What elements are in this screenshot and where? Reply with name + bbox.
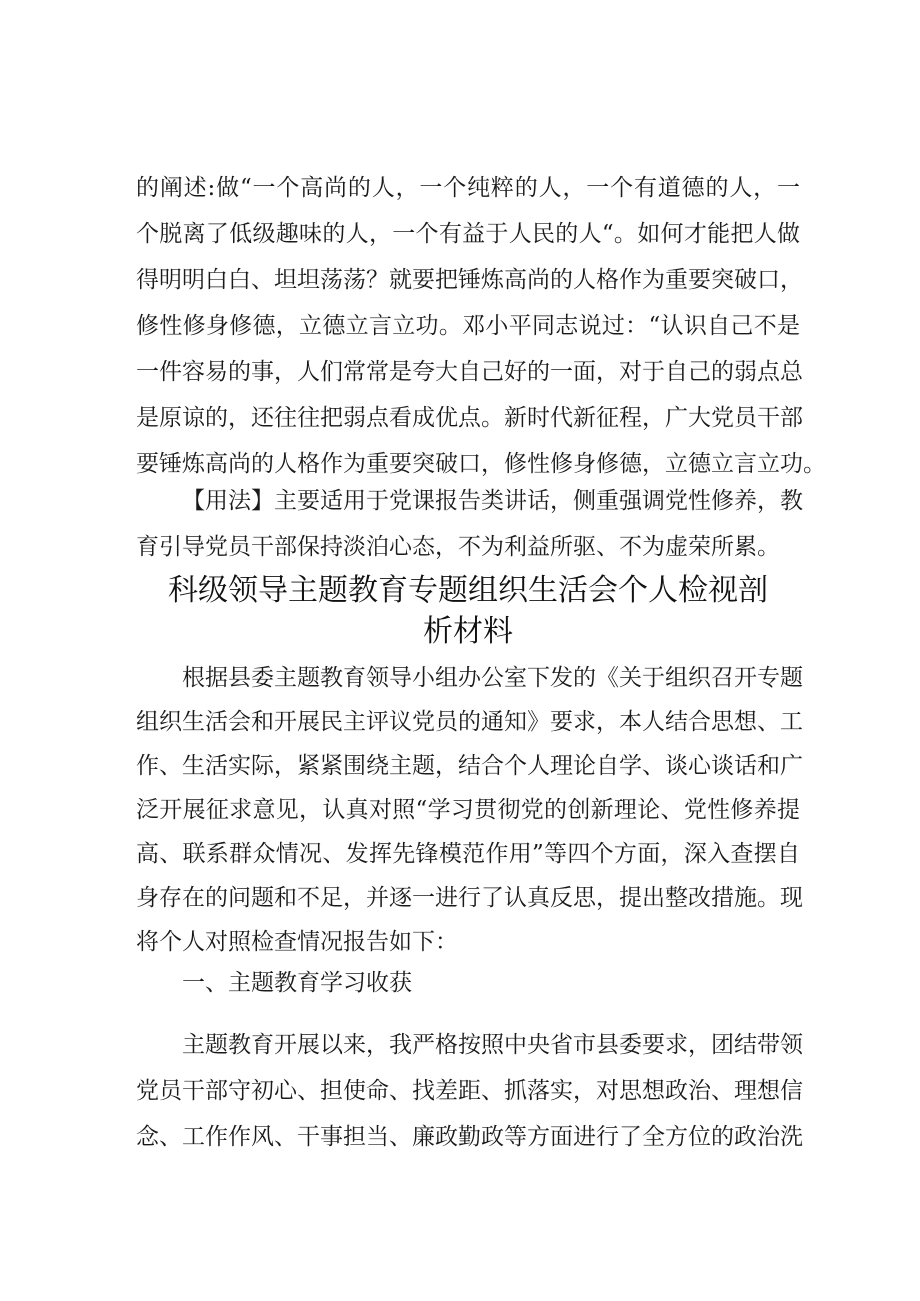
- text-line: 泛开展征求意见，认真对照“学习贯彻党的创新理论、党性修养提: [136, 797, 800, 823]
- text-line: 身存在的问题和不足，并逐一进行了认真反思，提出整改措施。现: [136, 885, 803, 911]
- text-line: 念、工作作风、干事担当、廉政勤政等方面进行了全方位的政治洗: [136, 1124, 803, 1150]
- text-line: 将个人对照检查情况报告如下：: [136, 929, 458, 955]
- text-line: 作、生活实际，紧紧围绕主题，结合个人理论自学、谈心谈话和广: [136, 753, 803, 779]
- text-line: 的阐述:做“一个高尚的人，一个纯粹的人，一个有道德的人，一: [136, 175, 800, 201]
- text-line: 要锤炼高尚的人格作为重要突破口，修性修身修德，立德立言立功。: [136, 451, 826, 477]
- text-line: 修性修身修德，立德立言立功。邓小平同志说过：“认识自己不是: [136, 313, 800, 339]
- section-heading-text: 一、主题教育学习收获: [182, 970, 412, 996]
- text-line: 育引导党员干部保持淡泊心态，不为利益所驱、不为虚荣所累。: [136, 534, 780, 560]
- text-line: 党员干部守初心、担使命、找差距、抓落实，对思想政治、理想信: [136, 1078, 803, 1104]
- text-line: 一件容易的事，人们常常是夸大自己好的一面，对于自己的弱点总: [136, 359, 803, 385]
- text-line: 个脱离了低级趣味的人，一个有益于人民的人“。如何才能把人做: [136, 221, 800, 247]
- text-line: 根据县委主题教育领导小组办公室下发的《关于组织召开专题: [182, 665, 803, 691]
- text-line: 【用法】主要适用于党课报告类讲话，侧重强调党性修养，教: [182, 488, 803, 514]
- text-line: 是原谅的，还往往把弱点看成优点。新时代新征程，广大党员干部: [136, 405, 803, 431]
- document-title-continued: 析材料: [423, 614, 513, 649]
- text-line: 得明明白白、坦坦荡荡？就要把锤炼高尚的人格作为重要突破口，: [136, 267, 803, 293]
- text-line: 组织生活会和开展民主评议党员的通知》要求，本人结合思想、工: [136, 709, 803, 735]
- text-line: 高、联系群众情况、发挥先锋模范作用”等四个方面，深入查摆自: [136, 841, 800, 867]
- document-title: 科级领导主题教育专题组织生活会个人检视剖: [168, 573, 768, 608]
- text-line: 主题教育开展以来，我严格按照中央省市县委要求，团结带领: [182, 1032, 803, 1058]
